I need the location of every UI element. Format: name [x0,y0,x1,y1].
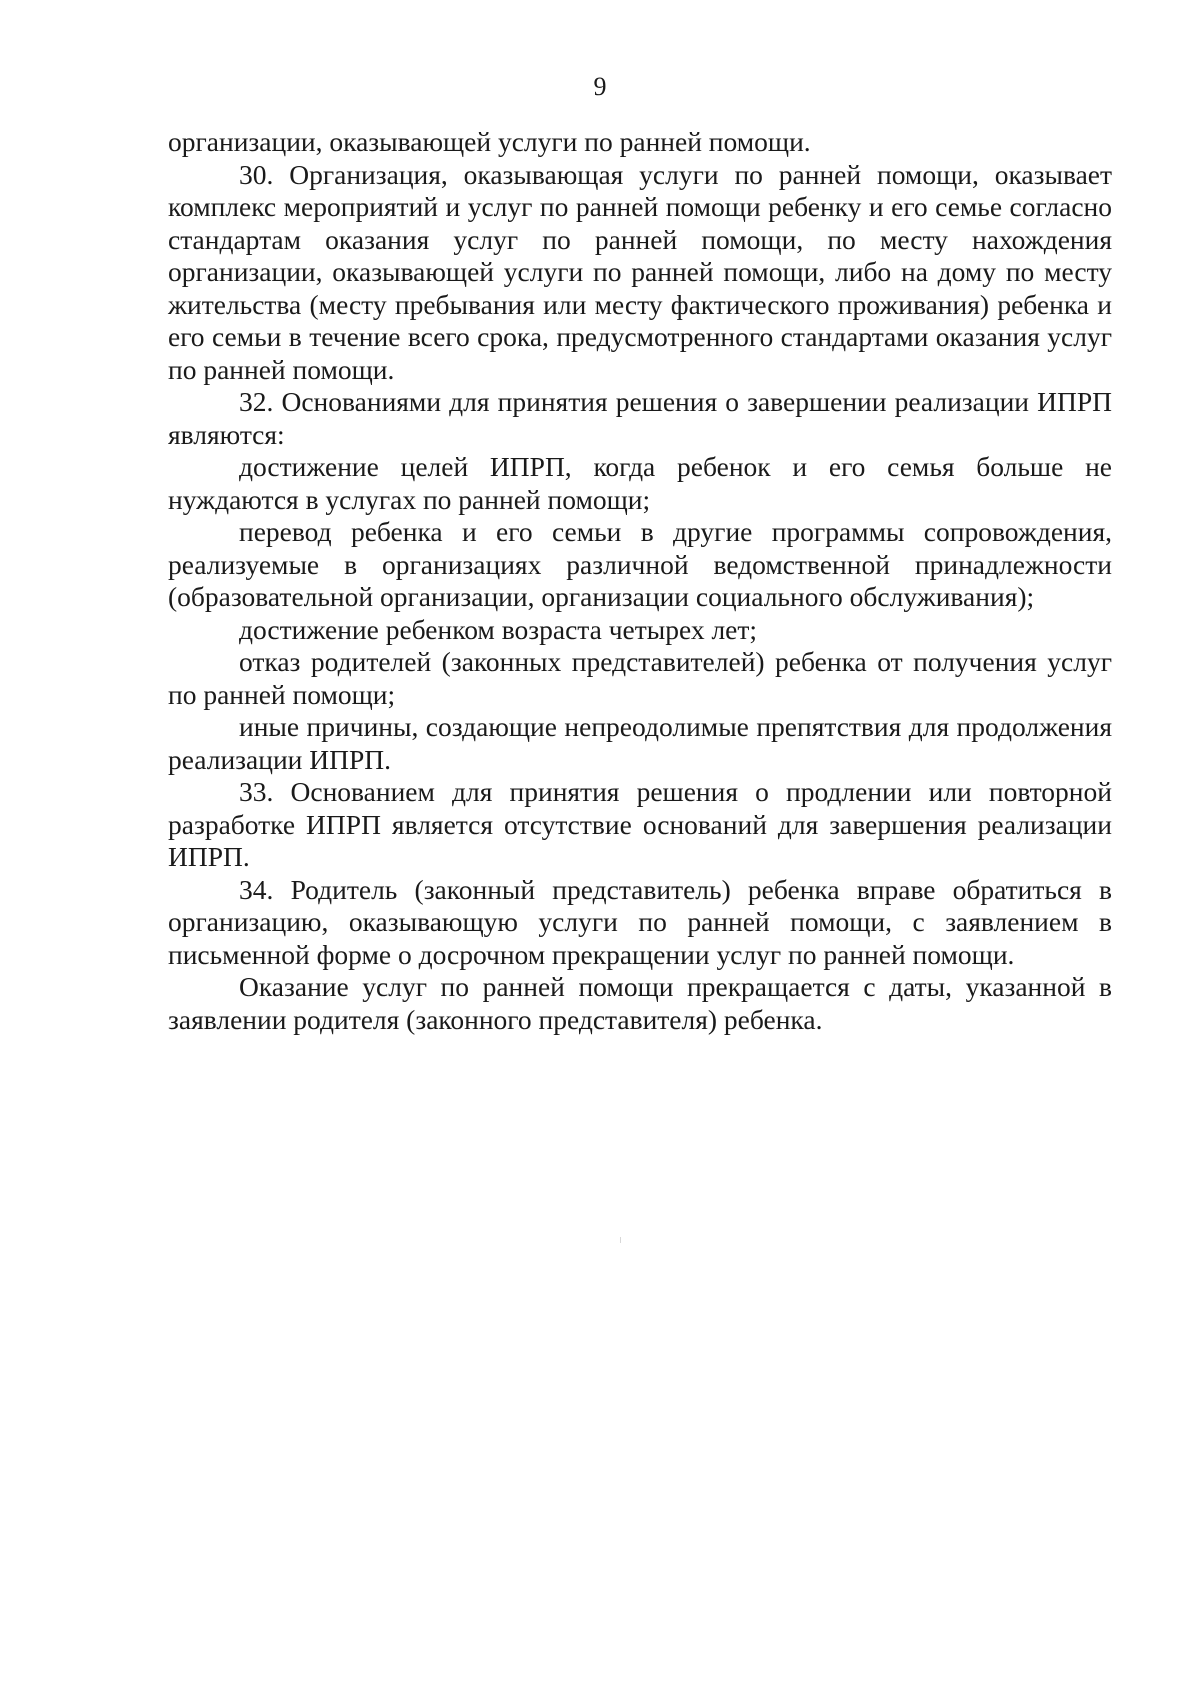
paragraph-continuation: организации, оказывающей услуги по ранней помощи. [168,126,811,157]
paragraph-ground-other: иные причины, создающие непреодолимые препятствия для продолжения реализации ИПРП. [168,711,1112,775]
paragraph-item-32: 32. Основаниями для принятия решения о завершении реализации ИПРП являются: [168,386,1112,450]
paragraph-ground-age: достижение ребенком возраста четырех лет; [239,613,758,645]
page-number: 9 [593,72,607,101]
paragraph-ground-transfer: перевод ребенка и его семьи в другие программы сопровождения, реализуемые в организациях различной ведомственной принадлежности (образовательной организации, организации социального обслуживания); [168,516,1112,612]
paragraph-ground-goals-achieved: достижение целей ИПРП, когда ребенок и его семья больше не нуждаются в услугах по ранней помощи; [168,451,1112,515]
scan-speck [620,1237,621,1243]
paragraph-ground-refusal: отказ родителей (законных представителей) ребенка от получения услуг по ранней помощи; [168,646,1112,710]
paragraph-item-34: 34. Родитель (законный представитель) ребенка вправе обратиться в организацию, оказывающую услуги по ранней помощи, с заявлением в письменной форме о досрочном прекращении услуг по ранней помощи. [168,873,1112,970]
paragraph-termination: Оказание услуг по ранней помощи прекращается с даты, указанной в заявлении родителя (законного представителя) ребенка. [168,971,1112,1035]
document-body [168,126,1112,1036]
paragraph-item-33: 33. Основанием для принятия решения о продлении или повторной разработке ИПРП является отсутствие оснований для завершения реализации ИПРП. [168,776,1112,872]
paragraph-item-30: 30. Организация, оказывающая услуги по ранней помощи, оказывает комплекс мероприятий и услуг по ранней помощи ребенку и его семье согласно стандартам оказания услуг по ранней помощи, по месту нахождения организации, оказывающей услуги по ранней помощи, либо на дому по месту жительства (месту пребывания или месту фактического проживания) ребенка и его семьи в течение всего срока, предусмотренного стандартами оказания услуг по ранней помощи. [168,158,1112,385]
